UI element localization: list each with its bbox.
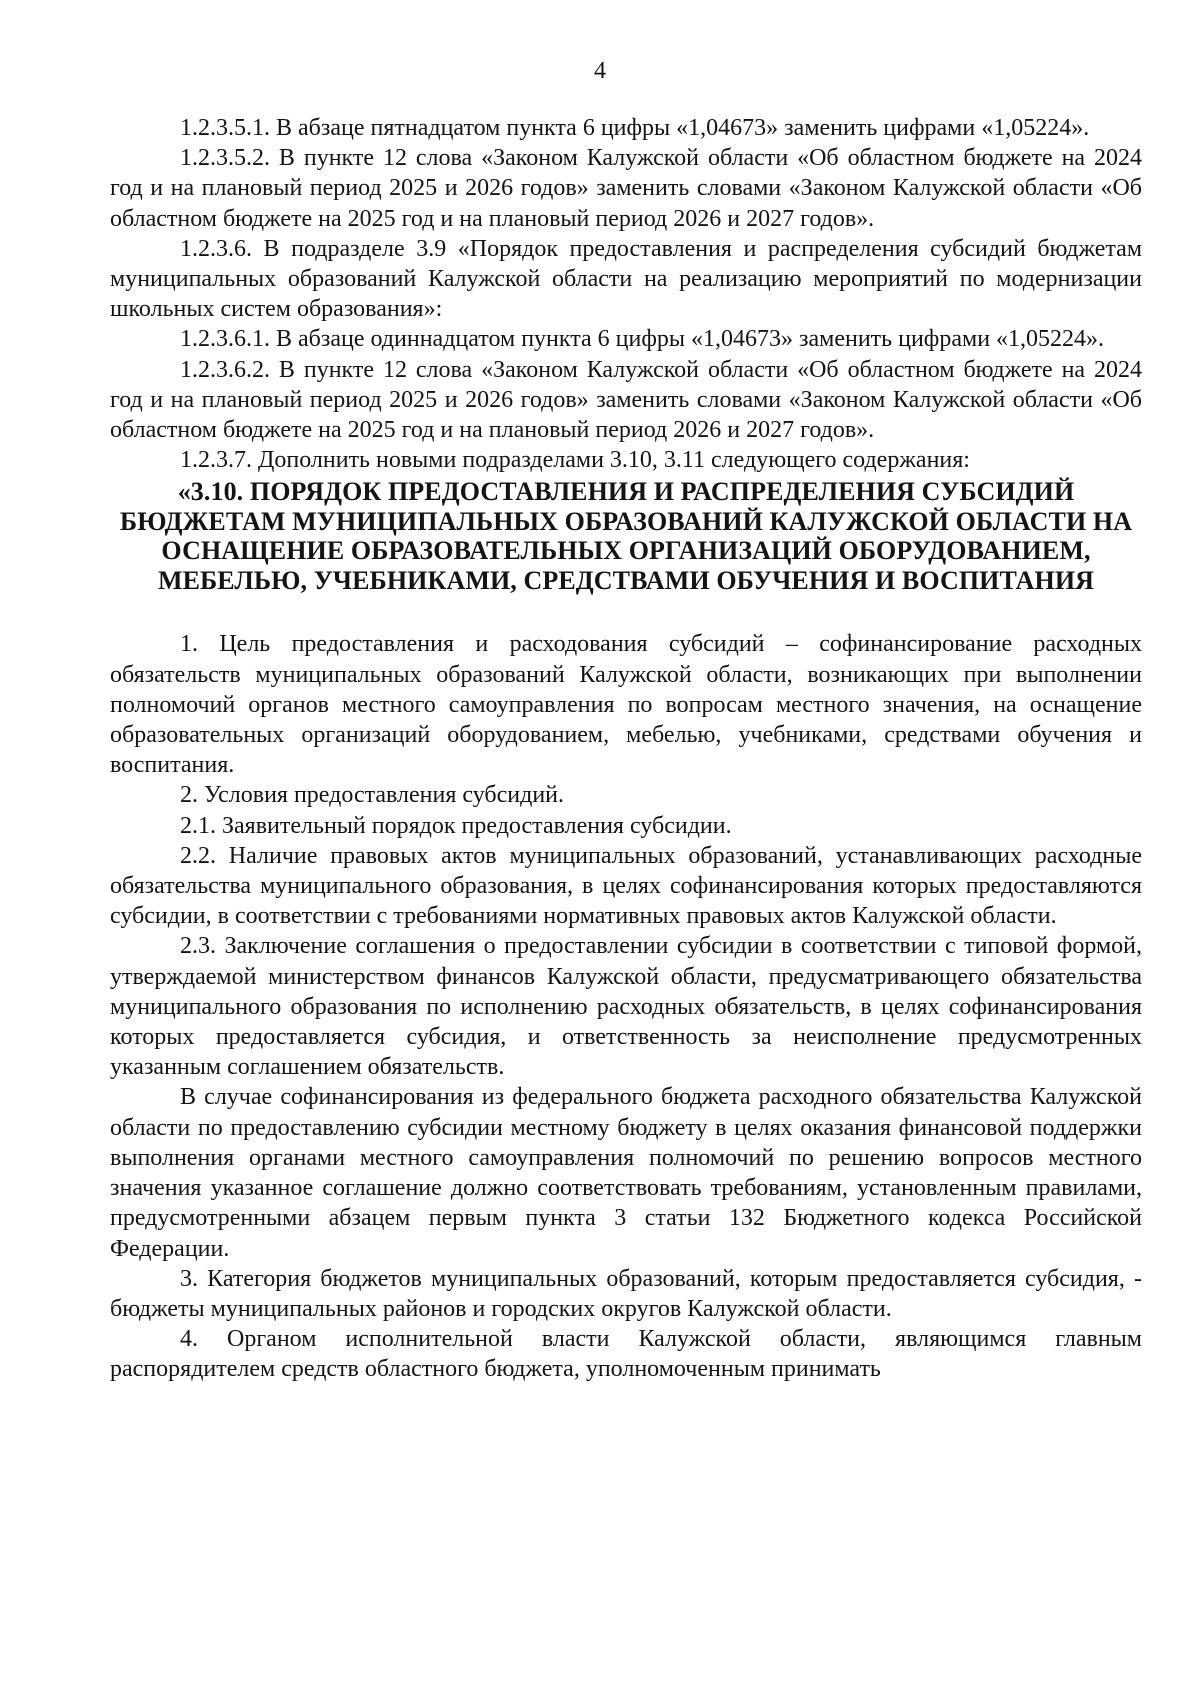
paragraph-1-2-3-7: 1.2.3.7. Дополнить новыми подразделами 3.10, 3.11 следующего содержания: [180, 447, 970, 474]
heading-line: МЕБЕЛЬЮ, УЧЕБНИКАМИ, СРЕДСТВАМИ ОБУЧЕНИЯ И ВОСПИТАНИЯ [157, 565, 1095, 595]
heading-line: БЮДЖЕТАМ МУНИЦИПАЛЬНЫХ ОБРАЗОВАНИЙ КАЛУЖСКОЙ ОБЛАСТИ НА [119, 506, 1133, 536]
paragraph-condition-2-1: 2.1. Заявительный порядок предоставления субсидии. [180, 812, 732, 839]
heading-line: ОСНАЩЕНИЕ ОБРАЗОВАТЕЛЬНЫХ ОРГАНИЗАЦИЙ ОБОРУДОВАНИЕМ, [161, 536, 1091, 566]
heading-line: «3.10. ПОРЯДОК ПРЕДОСТАВЛЕНИЯ И РАСПРЕДЕЛЕНИЯ СУБСИДИЙ [177, 477, 1075, 507]
section-heading-3-10 [110, 477, 1142, 595]
paragraph-1-2-3-6-2: 1.2.3.6.2. В пункте 12 слова «Законом Калужской области «Об областном бюджете на 2024 год и на плановый период 2025 и 2026 годов» заменить словами «Законом Калужской области «Об областном бюджете на 2025 год и на плановый период 2026 и 2027 годов». [110, 356, 1142, 444]
paragraph-condition-2-2: 2.2. Наличие правовых актов муниципальных образований, устанавливающих расходные обязательства муниципального образования, в целях софинансирования которых предоставляются субсидии, в соответствии с требованиями нормативных правовых актов Калужской области. [110, 842, 1142, 930]
paragraph-1-2-3-6: 1.2.3.6. В подразделе 3.9 «Порядок предоставления и распределения субсидий бюджетам муниципальных образований Калужской области на реализацию мероприятий по модернизации школьных систем образования»: [110, 235, 1142, 323]
paragraph-1-2-3-5-2: 1.2.3.5.2. В пункте 12 слова «Законом Калужской области «Об областном бюджете на 2024 год и на плановый период 2025 и 2026 годов» заменить словами «Законом Калужской области «Об областном бюджете на 2025 год и на плановый период 2026 и 2027 годов». [110, 145, 1142, 232]
paragraph-executive-body: 4. Органом исполнительной власти Калужской области, являющимся главным распорядителем средств областного бюджета, уполномоченным принимать [110, 1326, 1142, 1383]
document-body [110, 113, 1142, 1385]
paragraph-federal-cofinancing: В случае софинансирования из федерального бюджета расходного обязательства Калужской области по предоставлению субсидии местному бюджету в целях оказания финансовой поддержки выполнения органами местного самоуправления полномочий по решению вопросов местного значения указанное соглашение должно соответствовать требованиям, установленным правилами, предусмотренными абзацем первым пункта 3 статьи 132 Бюджетного кодекса Российской Федерации. [110, 1084, 1142, 1262]
paragraph-purpose: 1. Цель предоставления и расходования субсидий – софинансирование расходных обязательств муниципальных образований Калужской области, возникающих при выполнении полномочий органов местного самоуправления по вопросам местного значения, на оснащение образовательных организаций оборудованием, мебелью, учебниками, средствами обучения и воспитания. [110, 631, 1142, 779]
paragraph-1-2-3-6-1: 1.2.3.6.1. В абзаце одиннадцатом пункта 6 цифры «1,04673» заменить цифрами «1,05224». [180, 326, 1105, 353]
paragraph-budget-category: 3. Категория бюджетов муниципальных образований, которым предоставляется субсидия, - бюджеты муниципальных районов и городских округов Калужской области. [110, 1265, 1142, 1322]
paragraph-conditions: 2. Условия предоставления субсидий. [180, 782, 565, 809]
section-spacer [110, 595, 1142, 629]
paragraph-condition-2-3: 2.3. Заключение соглашения о предоставлении субсидии в соответствии с типовой формой, утверждаемой министерством финансов Калужской области, предусматривающего обязательства муниципального образования по исполнению расходных обязательств, в целях софинансирования которых предоставляется субсидия, и ответственность за неисполнение предусмотренных указанным соглашением обязательств. [110, 933, 1142, 1081]
page-number: 4 [594, 58, 606, 84]
paragraph-1-2-3-5-1: 1.2.3.5.1. В абзаце пятнадцатом пункта 6 цифры «1,04673» заменить цифрами «1,05224». [180, 115, 1090, 141]
